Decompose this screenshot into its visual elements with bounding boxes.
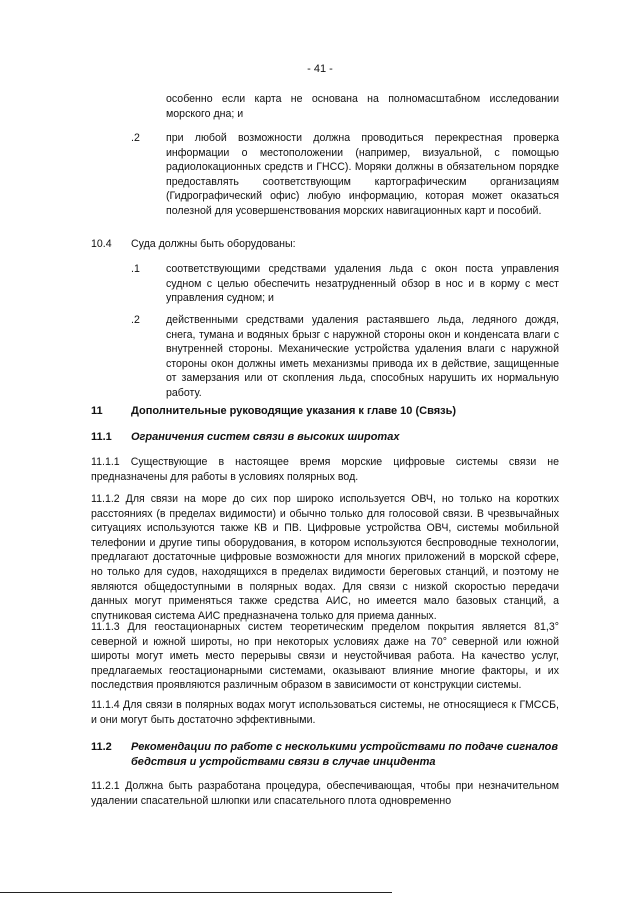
subheading-number: 11.1 <box>91 431 112 443</box>
paragraph: 11.1.3 Для геостационарных систем теоретическим пределом покрытия является 81,3° северной и южной широты, но при некоторых условиях даже на 70° северной или южной широты могут иметь место перерывы связи и неустойчивая работа. На качество услуг, предлагаемых геостационарными системами, оказывают влияние многие факторы, и их последствия проявляются различным образом в зависимости от конструкции системы. <box>91 621 559 692</box>
list-item-number: .2 <box>131 314 140 326</box>
section-number: 10.4 <box>91 238 112 250</box>
subheading-title: Рекомендации по работе с несколькими устройствами по подаче сигналов бедствия и устройствами связи в случае инцидента <box>131 741 559 768</box>
paragraph: 11.2.1 Должна быть разработана процедура, обеспечивающая, чтобы при незначительном удалении спасательной шлюпки или спасательного плота одновременно <box>91 780 559 807</box>
heading-title: Дополнительные руководящие указания к главе 10 (Связь) <box>131 405 457 417</box>
subheading-title: Ограничения систем связи в высоких широтах <box>131 431 400 443</box>
section-text: Суда должны быть оборудованы: <box>131 238 296 250</box>
paragraph: 11.1.1 Существующие в настоящее время морские цифровые системы связи не предназначены для работы в условиях полярных вод. <box>91 456 559 483</box>
list-item-text: действенными средствами удаления растаявшего льда, ледяного дождя, снега, тумана и водяных брызг с наружной стороны окон и конденсата влаги с внутренней стороны. Механические устройства удаления влаги с наружной стороны окон должны иметь механизмы привода их в действие, защищенные от замерзания или от скопления льда, способных нарушить их нормальную работу. <box>166 314 559 399</box>
list-item-text: соответствующими средствами удаления льда с окон поста управления судном с целью обеспечить незатрудненный обзор в нос и в корму с мест управления судном; и <box>166 263 559 305</box>
paragraph: 11.1.2 Для связи на море до сих пор широко используется ОВЧ, но только на коротких расстояниях (в пределах видимости) и обычно только для голосовой связи. В чрезвычайных ситуациях используются также КВ и ПВ. Цифровые устройства ОВЧ, системы мобильной телефонии и другие типы оборудования, в котором используются беспроводные технологии, предлагают достаточные цифровые возможности для многих приложений в морской сфере, но только для судов, находящихся в пределах видимости береговых станций, и поэтому не являются общедоступными в полярных водах. Для связи с низкой скоростью передачи данных могут применяться также средства АИС, но имеется мало базовых станций, а спутниковая система АИС предназначена только для приема данных. <box>91 493 559 622</box>
list-item-continuation: особенно если карта не основана на полномасштабном исследовании морского дна; и <box>166 93 559 120</box>
footer-divider <box>0 892 392 893</box>
list-item-number: .2 <box>131 132 140 144</box>
list-item-number: .1 <box>131 263 140 275</box>
page-number: - 41 - <box>307 63 333 75</box>
list-item-text: при любой возможности должна проводиться перекрестная проверка информации о местоположении (например, визуальной, с помощью радиолокационных средств и ГНСС). Моряки должны в обязательном порядке предоставлять соответствующим картографическим организациям (Гидрографический офис) любую информацию, которая может оказаться полезной для усовершенствования морских навигационных карт и пособий. <box>166 132 559 217</box>
heading-number: 11 <box>91 405 103 417</box>
subheading-number: 11.2 <box>91 741 112 753</box>
paragraph: 11.1.4 Для связи в полярных водах могут использоваться системы, не относящиеся к ГМССБ, и они могут быть достаточно эффективными. <box>91 699 559 726</box>
